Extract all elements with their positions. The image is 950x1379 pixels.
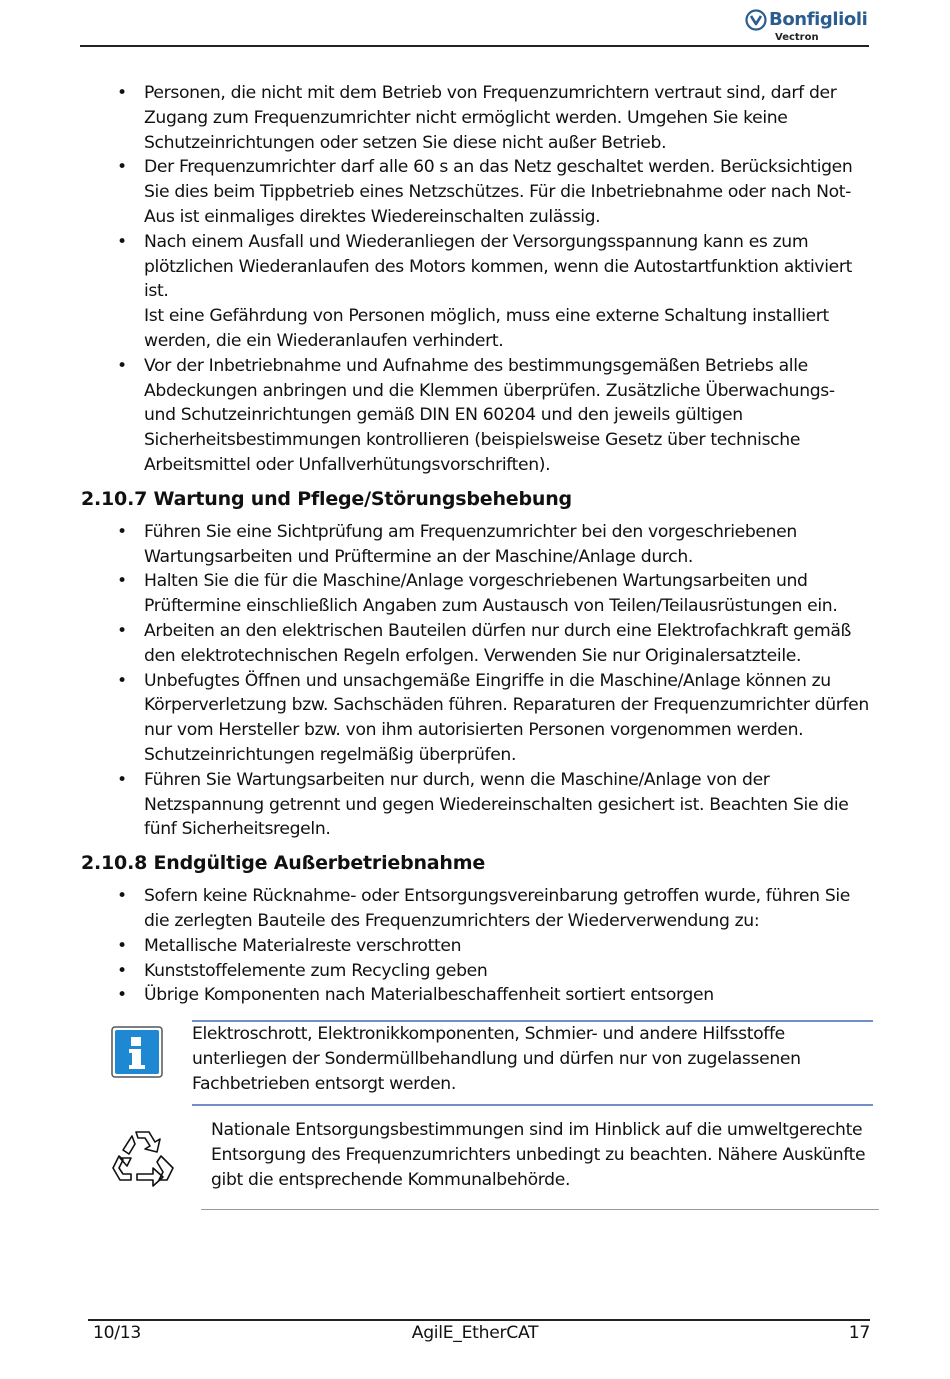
bullet-icon: • [117, 769, 127, 790]
list-item: • Arbeiten an den elektrischen Bauteilen dürfen nur durch eine Elektrofachkraft gemäß den elektrotechnischen Regeln erfolgen. Verwenden Sie nur Originalersatzteile. [117, 620, 851, 666]
footer-date: 10/13 [93, 1323, 142, 1343]
bullet-icon: • [117, 355, 127, 376]
bullet-icon: • [117, 521, 127, 542]
bullet-icon: • [117, 231, 127, 252]
bullet-icon: • [117, 83, 127, 103]
list-item: • Nach einem Ausfall und Wiederanliegen der Versorgungsspannung kann es zum plötzlichen Wiederanlaufen des Motors kommen, wenn die Autostartfunktion aktiviert ist. Ist eine Gefährdung von Personen möglich, muss eine externe Schaltung installiert werden, die ein Wiederanlaufen verhindert. [81, 230, 871, 354]
list-item: • Metallische Materialreste verschrotten [81, 934, 871, 959]
info-note [81, 1020, 871, 1106]
bullet-icon: • [117, 571, 127, 592]
list-item: • Der Frequenzumrichter darf alle 60 s an das Netz geschaltet werden. Berücksichtigen Sie dies beim Tippbetrieb eines Netzschützes. Für die Inbetriebnahme oder nach Not-Aus ist einmaliges direktes Wiedereinschalten zulässig. [117, 157, 853, 227]
list-item: • Vor der Inbetriebnahme und Aufnahme des bestimmungsgemäßen Betriebs alle Abdeckungen anbringen und die Klemmen überprüfen. Zusätzliche Überwachungs- und Schutzeinrichtungen gemäß DIN EN 60204 und den jeweils gültigen Sicherheitsbestimmungen kontrollieren (beispielsweise Gesetz über technische Arbeitsmittel oder Unfallverhütungsvorschriften). [117, 355, 835, 475]
brand-subname: Vectron [775, 32, 819, 43]
list-item: • Übrige Komponenten nach Materialbeschaffenheit sortiert entsorgen [81, 983, 871, 1008]
info-note-text: Elektroschrott, Elektronikkomponenten, Schmier- und andere Hilfsstoffe unterliegen der Sondermüllbehandlung und dürfen nur von zugelassenen Fachbetrieben entsorgt werden. [192, 1024, 801, 1094]
section-heading-decommissioning: 2.10.8 Endgültige Außerbetriebnahme [81, 852, 486, 875]
recycle-icon [111, 1128, 177, 1188]
bullet-icon: • [117, 886, 127, 907]
brand-name: Bonfiglioli [769, 9, 868, 30]
decommissioning-bullet-list [81, 884, 871, 1008]
footer-page-number: 17 [848, 1323, 870, 1343]
list-item: • Sofern keine Rücknahme- oder Entsorgungsvereinbarung getroffen wurde, führen Sie die zerlegten Bauteile des Frequenzumrichters der Wiederverwendung zu: [117, 886, 851, 931]
bullet-icon: • [117, 157, 127, 178]
info-icon [111, 1026, 163, 1078]
intro-bullet-list [81, 81, 871, 478]
list-item: • Unbefugtes Öffnen und unsachgemäße Eingriffe in die Maschine/Anlage können zu Körperverletzung bzw. Sachschäden führen. Reparaturen der Frequenzumrichter dürfen nur vom Hersteller bzw. von ihm autorisierten Personen vorgenommen werden. Schutzeinrichtungen regelmäßig überprüfen. [117, 670, 869, 765]
list-item-continuation: Ist eine Gefährdung von Personen möglich, muss eine externe Schaltung installiert werden, die ein Wiederanlaufen verhindert. [144, 306, 829, 351]
list-item: • Führen Sie Wartungsarbeiten nur durch, wenn die Maschine/Anlage von der Netzspannung getrennt und gegen Wiedereinschalten gesichert ist. Beachten Sie die fünf Sicherheitsregeln. [117, 769, 849, 840]
bullet-icon: • [117, 620, 127, 641]
list-item: • Halten Sie die für die Maschine/Anlage vorgeschriebenen Wartungsarbeiten und Prüftermine einschließlich Angaben zum Austausch von Teilen/Teilausrüstungen ein. [117, 571, 838, 617]
bullet-icon: • [117, 935, 127, 956]
recycling-note [81, 1114, 871, 1210]
page-content [81, 81, 871, 1210]
list-item: • Führen Sie eine Sichtprüfung am Frequenzumrichter bei den vorgeschriebenen Wartungsarbeiten und Prüftermine an der Maschine/Anlage durch. [117, 521, 797, 567]
footer-document-name: AgilE_EtherCAT [411, 1323, 539, 1343]
bonfiglioli-logo-icon [745, 9, 767, 31]
footer-rule [88, 1319, 870, 1321]
bullet-icon: • [117, 985, 127, 1006]
list-item: • Personen, die nicht mit dem Betrieb von Frequenzumrichtern vertraut sind, darf der Zugang zum Frequenzumrichter nicht ermöglicht werden. Umgehen Sie keine Schutzeinrichtungen oder setzen Sie diese nicht außer Betrieb. [117, 83, 837, 153]
section-heading-maintenance: 2.10.7 Wartung und Pflege/Störungsbehebung [81, 487, 572, 510]
header-rule [80, 45, 869, 47]
bullet-icon: • [117, 960, 127, 981]
info-note-bottom-rule [192, 1104, 873, 1106]
recycling-note-text: Nationale Entsorgungsbestimmungen sind im Hinblick auf die umweltgerechte Entsorgung des Frequenzumrichters unbedingt zu beachten. Nähere Auskünfte gibt die entsprechende Kommunalbehörde. [211, 1120, 866, 1190]
list-item: • Kunststoffelemente zum Recycling geben [81, 959, 871, 984]
brand-logo [745, 8, 870, 46]
recycling-note-rule [201, 1209, 879, 1210]
bullet-icon: • [117, 670, 127, 691]
maintenance-bullet-list [81, 520, 871, 842]
